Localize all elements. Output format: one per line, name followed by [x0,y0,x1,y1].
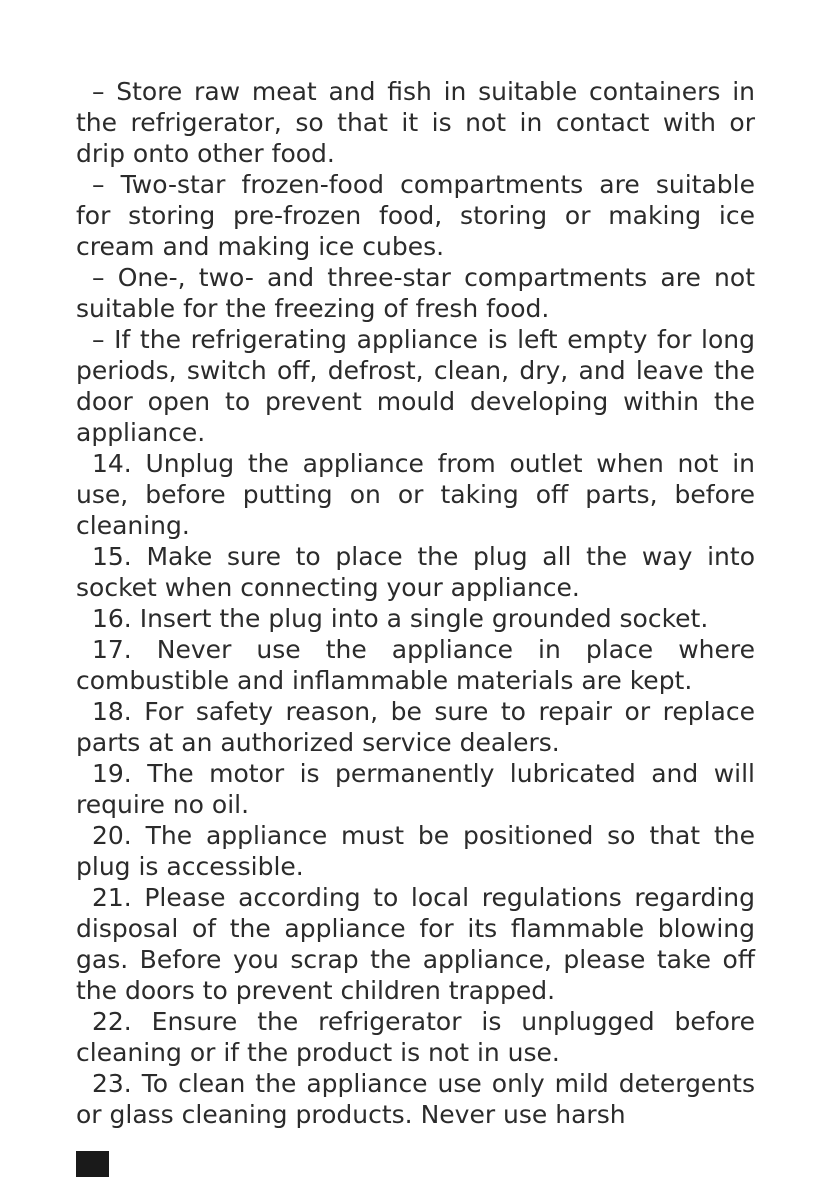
instruction-23: 23. To clean the appliance use only mild detergents or glass cleaning products. Never use harsh [76,1069,755,1129]
instruction-raw-meat: – Store raw meat and fish in suitable containers in the refrigerator, so that it is not in contact with or drip onto other food. [76,77,755,168]
instruction-14: 14. Unplug the appliance from outlet when not in use, before putting on or taking off parts, before cleaning. [76,449,755,540]
page-corner-marker [76,1151,109,1177]
instruction-18: 18. For safety reason, be sure to repair or replace parts at an authorized service dealers. [76,697,755,757]
instruction-22: 22. Ensure the refrigerator is unplugged before cleaning or if the product is not in use. [76,1007,755,1067]
instruction-star-compartments: – One-, two- and three-star compartments are not suitable for the freezing of fresh food. [76,263,755,323]
instruction-20: 20. The appliance must be positioned so that the plug is accessible. [76,821,755,881]
instructions-text [76,76,755,1130]
instruction-16: 16. Insert the plug into a single grounded socket. [92,604,709,633]
instruction-17: 17. Never use the appliance in place where combustible and inflammable materials are kept. [76,635,755,695]
instruction-two-star: – Two-star frozen-food compartments are suitable for storing pre-frozen food, storing or making ice cream and making ice cubes. [76,170,755,261]
instruction-15: 15. Make sure to place the plug all the way into socket when connecting your appliance. [76,542,755,602]
instruction-21: 21. Please according to local regulations regarding disposal of the appliance for its flammable blowing gas. Before you scrap the appliance, please take off the doors to prevent children trapped. [76,883,755,1005]
instruction-19: 19. The motor is permanently lubricated and will require no oil. [76,759,755,819]
instruction-empty-appliance: – If the refrigerating appliance is left empty for long periods, switch off, defrost, clean, dry, and leave the door open to prevent mould developing within the appliance. [76,325,755,447]
